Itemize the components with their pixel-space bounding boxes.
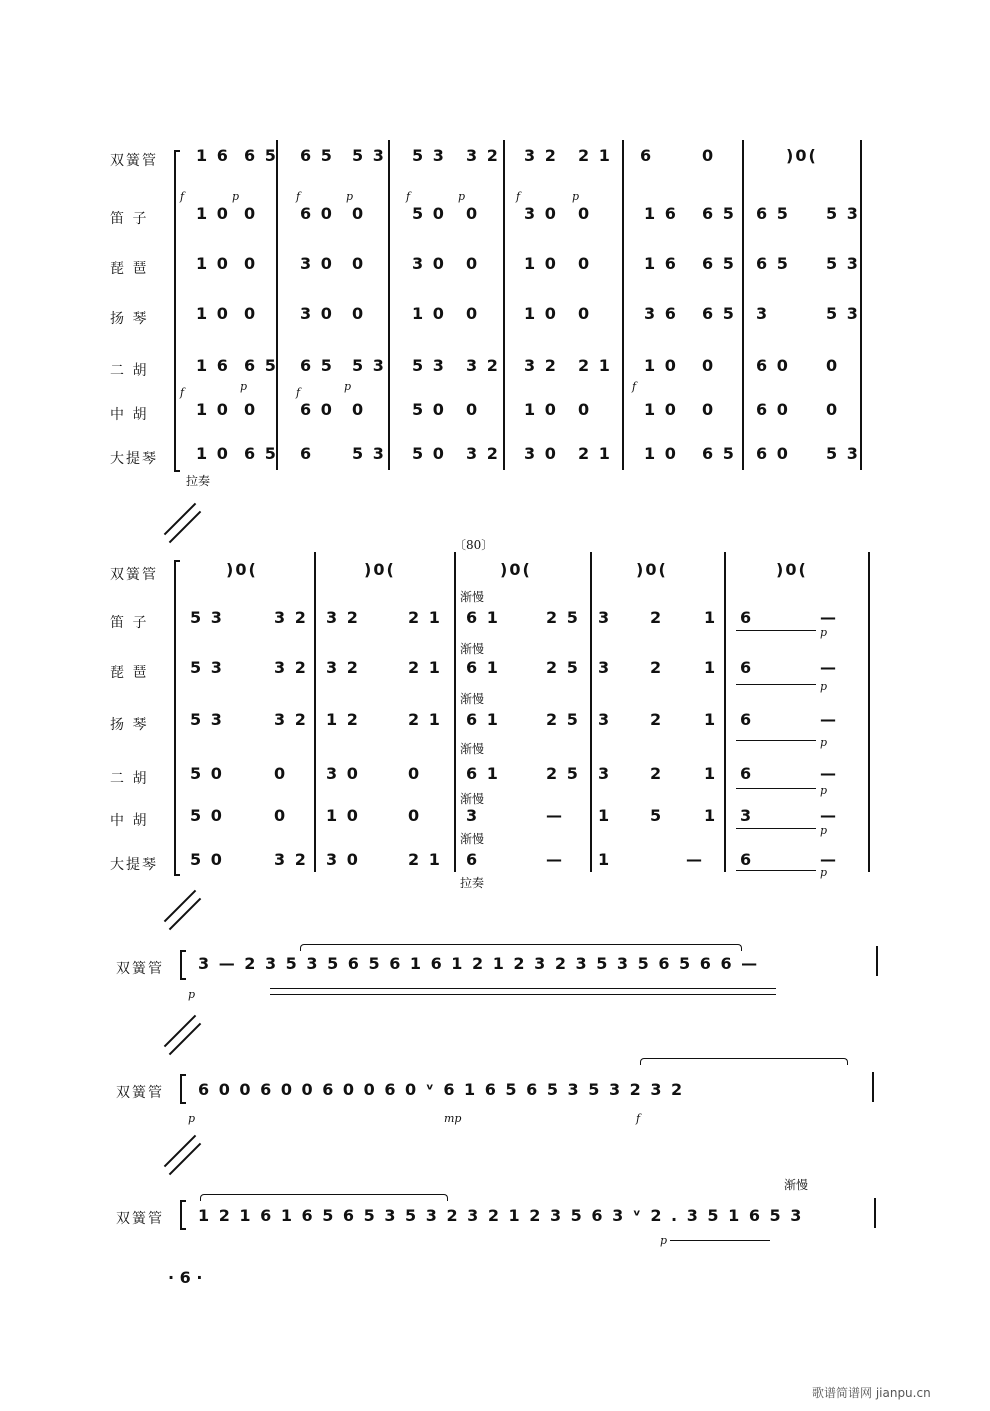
instrument-label: 双簧管 [116, 1085, 164, 1101]
tempo-marking: 渐慢 [460, 590, 485, 604]
note-group: 6 [740, 658, 754, 677]
instrument-label: 双簧管 [110, 567, 158, 583]
note-group: 2 [650, 764, 664, 783]
staff-row [0, 654, 990, 688]
decrescendo-hairpin [736, 630, 816, 631]
note-group: 5 3 [826, 444, 860, 463]
instrument-label: 二 胡 [110, 771, 149, 787]
note-group: — [820, 806, 838, 825]
dynamic-p: p [820, 626, 828, 639]
note-group: 5 0 [412, 204, 446, 223]
note-group: 2 5 [546, 710, 580, 729]
note-group: 1 0 [196, 444, 230, 463]
dynamic-p: p [572, 190, 580, 203]
note-group: )0( [500, 560, 532, 579]
instrument-label: 大提琴 [110, 451, 158, 467]
note-group: 6 1 [466, 608, 500, 627]
note-group: 6 5 [300, 356, 334, 375]
separator-slash [169, 898, 202, 931]
note-group: 5 0 [412, 444, 446, 463]
note-group: 3 0 [524, 204, 558, 223]
note-group: 0 [274, 764, 288, 783]
instrument-label: 双簧管 [116, 961, 164, 977]
note-group: 6 [300, 444, 314, 463]
note-group: 0 [408, 764, 422, 783]
dynamic-p: p [660, 1234, 668, 1247]
page-number: · 6 · [168, 1268, 203, 1287]
note-group: 5 3 [352, 146, 386, 165]
notation-text: 6 0 0 6 0 0 6 0 0 6 0 ᵛ 6 1 6 5 6 5 3 5 3 2 3 2 [198, 1080, 685, 1099]
instrument-label: 中 胡 [110, 813, 149, 829]
note-group: 1 [704, 658, 718, 677]
note-group: )0( [364, 560, 396, 579]
dynamic-p: p [188, 988, 196, 1001]
note-group: — [820, 608, 838, 627]
note-group: 1 0 [326, 806, 360, 825]
note-group: 5 0 [190, 764, 224, 783]
dynamic-mp: mp [444, 1112, 462, 1125]
note-group: 3 0 [524, 444, 558, 463]
note-group: 5 3 [412, 146, 446, 165]
note-group: 6 5 [702, 204, 736, 223]
note-group: 3 2 [326, 608, 360, 627]
note-group: 0 [826, 356, 840, 375]
instrument-label: 琵 琶 [110, 665, 149, 681]
separator-slash [169, 1143, 202, 1176]
decrescendo-hairpin [736, 740, 816, 741]
note-group: 6 [466, 850, 480, 869]
note-group: — [546, 850, 564, 869]
dynamic-p: p [820, 824, 828, 837]
instrument-label: 二 胡 [110, 363, 149, 379]
crescendo-hairpin [670, 1240, 770, 1241]
note-group: 5 3 [352, 444, 386, 463]
note-group: 6 1 [466, 658, 500, 677]
note-group: 2 1 [578, 444, 612, 463]
note-group: 5 3 [190, 608, 224, 627]
note-group: 1 0 [524, 400, 558, 419]
staff-row [0, 706, 990, 740]
staff-row [0, 250, 990, 284]
instrument-label: 笛 子 [110, 615, 149, 631]
slur [300, 944, 742, 951]
note-group: 3 0 [300, 254, 334, 273]
note-group: 5 0 [190, 850, 224, 869]
note-group: 1 [704, 806, 718, 825]
note-group: 6 0 [756, 444, 790, 463]
decrescendo-hairpin [270, 994, 776, 995]
dynamic-f: f [636, 1112, 641, 1125]
note-group: 3 2 [524, 356, 558, 375]
note-group: 3 0 [412, 254, 446, 273]
note-group: 6 5 [244, 356, 278, 375]
note-group: 3 0 [326, 850, 360, 869]
instrument-label: 扬 琴 [110, 311, 149, 327]
note-group: 3 [466, 806, 480, 825]
note-group: 6 5 [702, 254, 736, 273]
note-group: 2 [650, 658, 664, 677]
note-group: 0 [352, 304, 366, 323]
note-group: 5 3 [826, 254, 860, 273]
staff-row [0, 396, 990, 430]
note-group: 5 3 [190, 658, 224, 677]
note-group: 0 [274, 806, 288, 825]
note-group: 6 [640, 146, 654, 165]
note-group: 0 [352, 400, 366, 419]
barline [876, 946, 878, 976]
instrument-label: 琵 琶 [110, 261, 149, 277]
note-group: 2 [650, 710, 664, 729]
note-group: 2 5 [546, 658, 580, 677]
decrescendo-hairpin [736, 684, 816, 685]
note-group: — [820, 710, 838, 729]
note-group: — [820, 658, 838, 677]
note-group: 1 0 [524, 254, 558, 273]
decrescendo-hairpin [270, 988, 776, 989]
note-group: 2 1 [408, 608, 442, 627]
staff-row [0, 760, 990, 794]
note-group: 0 [244, 400, 258, 419]
staff-row [0, 440, 990, 474]
note-group: 1 [704, 710, 718, 729]
note-group: 6 0 [756, 356, 790, 375]
instrument-label: 大提琴 [110, 857, 158, 873]
note-group: 6 0 [300, 204, 334, 223]
note-group: 2 1 [578, 146, 612, 165]
note-group: 3 2 [466, 356, 500, 375]
note-group: — [820, 850, 838, 869]
note-group: 1 6 [644, 254, 678, 273]
staff-row [0, 604, 990, 638]
staff-bracket [180, 1074, 186, 1104]
note-group: 3 2 [274, 608, 308, 627]
note-group: 3 0 [326, 764, 360, 783]
instrument-label: 笛 子 [110, 211, 149, 227]
note-group: )0( [776, 560, 808, 579]
note-group: 0 [244, 254, 258, 273]
note-group: 2 1 [408, 850, 442, 869]
dynamic-p: p [820, 784, 828, 797]
note-group: 5 3 [826, 304, 860, 323]
decrescendo-hairpin [736, 870, 816, 871]
note-group: 5 0 [190, 806, 224, 825]
decrescendo-hairpin [736, 788, 816, 789]
separator-slash [169, 1023, 202, 1056]
instrument-label: 双簧管 [116, 1211, 164, 1227]
note-group: 3 2 [274, 658, 308, 677]
dynamic-f: f [296, 386, 301, 399]
note-group: 3 [598, 658, 612, 677]
note-group: 0 [466, 254, 480, 273]
note-group: — [546, 806, 564, 825]
note-group: 6 0 [756, 400, 790, 419]
dynamic-p: p [820, 736, 828, 749]
note-group: 0 [352, 254, 366, 273]
note-group: 3 0 [300, 304, 334, 323]
note-group: 1 0 [196, 400, 230, 419]
note-group: 6 5 [702, 304, 736, 323]
dynamic-f: f [180, 190, 185, 203]
note-group: 0 [244, 204, 258, 223]
note-group: 2 1 [408, 710, 442, 729]
note-group: 6 5 [702, 444, 736, 463]
note-group: 5 3 [352, 356, 386, 375]
staff-row [0, 802, 990, 836]
notation-text: 1 2 1 6 1 6 5 6 5 3 5 3 2 3 2 1 2 3 5 6 3 ᵛ 2 . 3 5 1 6 5 3 [198, 1206, 804, 1225]
note-group: 1 0 [644, 444, 678, 463]
dynamic-p: p [820, 680, 828, 693]
note-group: — [820, 764, 838, 783]
note-group: 3 2 [466, 444, 500, 463]
note-group: 0 [352, 204, 366, 223]
note-group: 0 [466, 304, 480, 323]
note-group: 6 5 [756, 204, 790, 223]
note-group: 0 [578, 204, 592, 223]
note-group: 1 [704, 608, 718, 627]
note-group: 6 [740, 850, 754, 869]
dynamic-f: f [516, 190, 521, 203]
note-group: 6 5 [756, 254, 790, 273]
staff-bracket [180, 950, 186, 980]
note-group: 1 6 [644, 204, 678, 223]
note-group: 1 2 [326, 710, 360, 729]
staff-row [0, 352, 990, 386]
dynamic-f: f [406, 190, 411, 203]
note-group: 6 5 [244, 146, 278, 165]
note-group: 3 6 [644, 304, 678, 323]
instrument-label: 双簧管 [110, 153, 158, 169]
note-group: 1 0 [196, 254, 230, 273]
barline [872, 1072, 874, 1102]
note-group: 3 [598, 764, 612, 783]
note-group: 2 1 [408, 658, 442, 677]
note-group: 0 [466, 204, 480, 223]
tempo-marking: 渐慢 [460, 642, 485, 656]
slur [200, 1194, 448, 1201]
tempo-marking: 渐慢 [784, 1178, 809, 1192]
note-group: 1 0 [524, 304, 558, 323]
note-group: 3 [756, 304, 770, 323]
note-group: 1 [598, 806, 612, 825]
note-group: 5 3 [412, 356, 446, 375]
tempo-marking: 渐慢 [460, 742, 485, 756]
note-group: 2 [650, 608, 664, 627]
note-group: 3 [598, 710, 612, 729]
separator-slash [169, 511, 202, 544]
barline [874, 1198, 876, 1228]
note-group: 0 [702, 400, 716, 419]
note-group: 3 [740, 806, 754, 825]
note-group: 3 2 [326, 658, 360, 677]
note-group: 5 0 [412, 400, 446, 419]
dynamic-f: f [296, 190, 301, 203]
note-group: 0 [578, 254, 592, 273]
staff-row [0, 846, 990, 880]
note-group: 3 [598, 608, 612, 627]
instrument-label: 扬 琴 [110, 717, 149, 733]
dynamic-p: p [240, 380, 248, 393]
staff-row [0, 200, 990, 234]
note-group: 5 [650, 806, 664, 825]
note-group: 6 1 [466, 764, 500, 783]
note-group: 3 2 [274, 850, 308, 869]
note-group: 0 [578, 400, 592, 419]
note-group: 3 2 [274, 710, 308, 729]
note-group: 0 [702, 356, 716, 375]
note-group: 1 0 [412, 304, 446, 323]
dynamic-p: p [820, 866, 828, 879]
tempo-marking: 渐慢 [460, 832, 485, 846]
note-group: 0 [244, 304, 258, 323]
notation-text: 3 — 2 3 5 3 5 6 5 6 1 6 1 2 1 2 3 2 3 5 3 5 6 5 6 6 — [198, 954, 760, 973]
decrescendo-hairpin [736, 828, 816, 829]
note-group: 1 0 [196, 304, 230, 323]
note-group: 1 6 [196, 356, 230, 375]
note-group: 2 1 [578, 356, 612, 375]
watermark: 歌谱简谱网 jianpu.cn [812, 1386, 931, 1400]
rehearsal-mark: 〔80〕 [454, 538, 494, 552]
note-group: 0 [702, 146, 716, 165]
note-group: 6 1 [466, 710, 500, 729]
note-group: 6 5 [244, 444, 278, 463]
dynamic-p: p [188, 1112, 196, 1125]
tempo-marking: 渐慢 [460, 792, 485, 806]
tempo-marking: 渐慢 [460, 692, 485, 706]
staff-row [0, 556, 990, 590]
note-group: 1 0 [644, 400, 678, 419]
note-group: 6 0 [300, 400, 334, 419]
note-group: 1 0 [644, 356, 678, 375]
note-group: 6 [740, 764, 754, 783]
note-group: 3 2 [466, 146, 500, 165]
dynamic-p: p [458, 190, 466, 203]
note-group: )0( [636, 560, 668, 579]
staff-bracket [180, 1200, 186, 1230]
note-group: 6 [740, 608, 754, 627]
note-group: 5 3 [190, 710, 224, 729]
slur [640, 1058, 848, 1065]
note-group: 6 5 [300, 146, 334, 165]
note-group: 2 5 [546, 608, 580, 627]
staff-row [0, 142, 990, 176]
instrument-label: 中 胡 [110, 407, 149, 423]
note-group: 1 0 [196, 204, 230, 223]
note-group: )0( [786, 146, 818, 165]
note-group: 0 [408, 806, 422, 825]
dynamic-p: p [232, 190, 240, 203]
dynamic-p: p [346, 190, 354, 203]
note-group: 0 [578, 304, 592, 323]
note-group: 1 [598, 850, 612, 869]
note-group: 1 [704, 764, 718, 783]
note-group: )0( [226, 560, 258, 579]
note-group: 2 5 [546, 764, 580, 783]
note-group: — [686, 850, 704, 869]
technique-marking: 拉奏 [460, 876, 485, 890]
note-group: 1 6 [196, 146, 230, 165]
note-group: 5 3 [826, 204, 860, 223]
dynamic-f: f [180, 386, 185, 399]
technique-marking: 拉奏 [186, 474, 211, 488]
note-group: 3 2 [524, 146, 558, 165]
note-group: 6 [740, 710, 754, 729]
note-group: 0 [466, 400, 480, 419]
dynamic-p: p [344, 380, 352, 393]
note-group: 0 [826, 400, 840, 419]
staff-row [0, 300, 990, 334]
dynamic-f: f [632, 380, 637, 393]
